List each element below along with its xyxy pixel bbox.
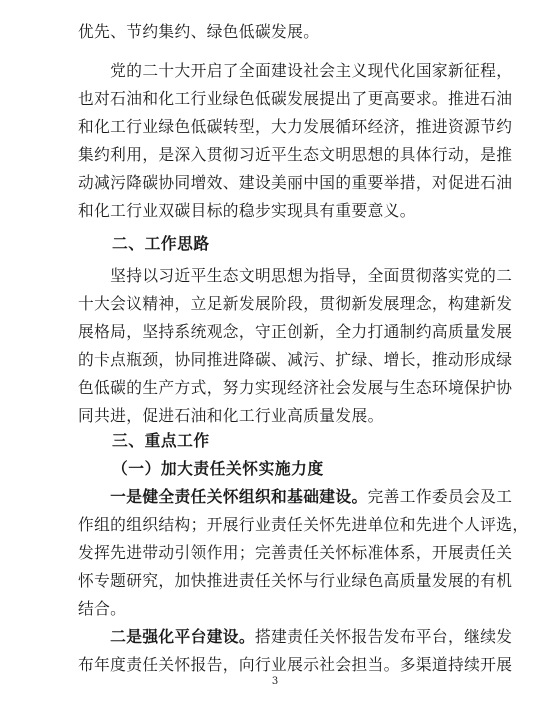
body-line: 也对石油和化工行业绿色低碳发展提出了更高要求。推进石油 [78,89,513,108]
body-line: 和化工行业双碳目标的稳步实现具有重要意义。 [78,201,416,220]
bold-lead: 二是强化平台建设。 [78,627,255,646]
body-line: 发挥先进带动引领作用；完善责任关怀标准体系，开展责任关 [78,543,513,562]
body-line: 坚持以习近平生态文明思想为指导，全面贯彻落实党的二 [78,266,513,285]
body-line [78,487,512,507]
body-line [78,627,512,647]
body-line: 怀专题研究，加快推进责任关怀与行业绿色高质量发展的有机 [78,571,513,590]
body-line: 集约利用，是深入贯彻习近平生态文明思想的具体行动，是推 [78,145,513,164]
body-line: 和化工行业绿色低碳转型，大力发展循环经济，推进资源节约 [78,117,513,136]
body-line: 同共进，促进石油和化工行业高质量发展。 [78,406,384,425]
line-text: 完善工作委员会及工 [367,487,513,506]
body-line: 党的二十大开启了全面建设社会主义现代化国家新征程， [78,61,513,80]
page-number: 3 [271,676,279,687]
bold-lead: 一是健全责任关怀组织和基础建设。 [78,487,368,506]
body-line: 结合。 [78,599,127,618]
body-line: 动减污降碳协同增效、建设美丽中国的重要举措，对促进石油 [78,173,513,192]
body-line: 作组的组织结构；开展行业责任关怀先进单位和先进个人评选， [78,515,529,534]
body-line: 布年度责任关怀报告，向行业展示社会担当。多渠道持续开展 [78,655,513,674]
body-line: 优先、节约集约、绿色低碳发展。 [78,22,320,41]
line-text: 搭建责任关怀报告发布平台，继续发 [254,627,513,646]
body-line: 展格局，坚持系统观念，守正创新，全力打通制约高质量发展 [78,322,513,341]
body-line: 十大会议精神，立足新发展阶段，贯彻新发展理念，构建新发 [78,294,513,313]
body-line: 色低碳的生产方式，努力实现经济社会发展与生态环境保护协 [78,378,513,397]
section-heading-work-approach: 二、工作思路 [112,234,210,253]
subsection-heading: （一）加大责任关怀实施力度 [112,459,324,478]
section-heading-key-tasks: 三、重点工作 [112,431,210,450]
body-line: 的卡点瓶颈，协同推进降碳、减污、扩绿、增长，推动形成绿 [78,350,513,369]
